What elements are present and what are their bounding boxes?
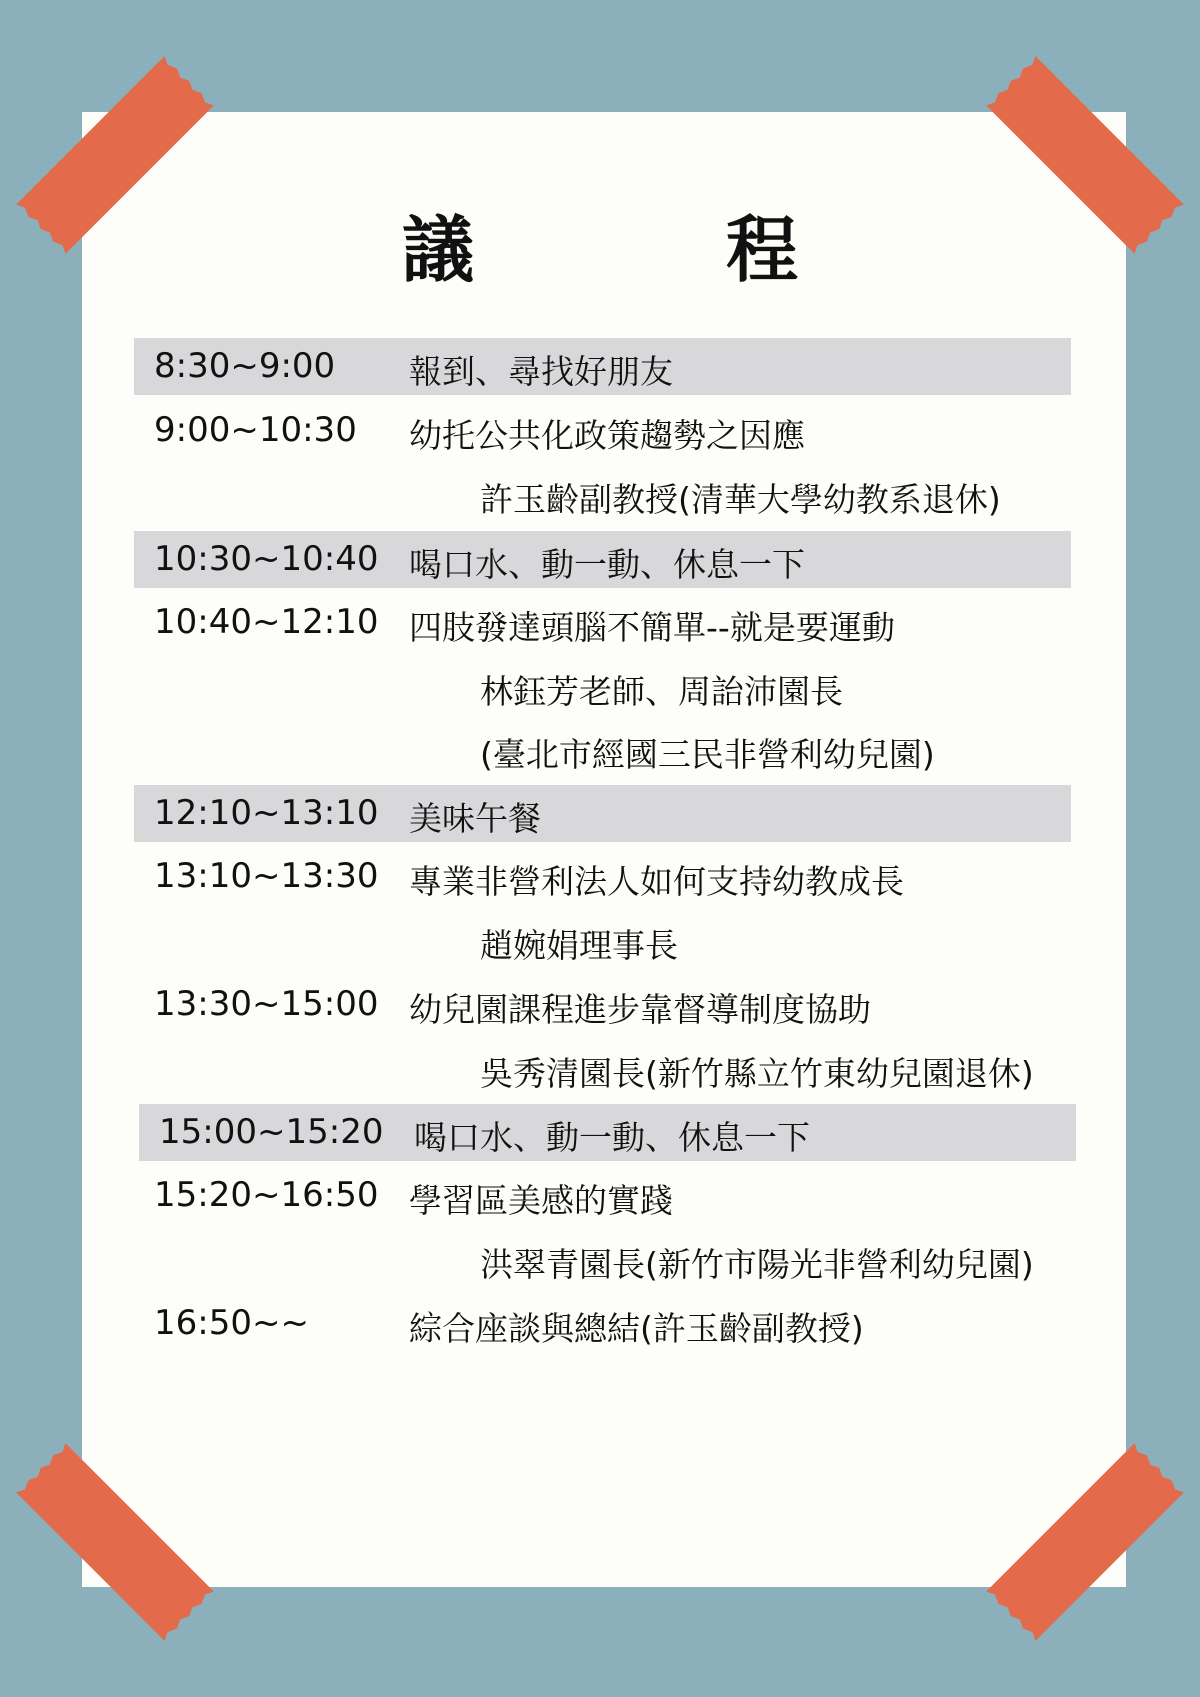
session-speaker-affiliation: (臺北市經國三民非營利幼兒園) (480, 735, 935, 774)
agenda-row (134, 1295, 1071, 1352)
session-time: 16:50~~ (154, 1303, 309, 1343)
session-topic: 四肢發達頭腦不簡單--就是要運動 (409, 608, 895, 647)
session-time: 13:30~15:00 (154, 984, 379, 1024)
agenda-row (134, 594, 1071, 651)
session-time: 15:20~16:50 (154, 1175, 379, 1215)
agenda-row (134, 531, 1071, 588)
session-time: 8:30~9:00 (154, 346, 336, 386)
session-time: 13:10~13:30 (154, 856, 379, 896)
session-time: 15:00~15:20 (159, 1112, 384, 1152)
page-title: 議 程 (401, 208, 888, 292)
session-topic: 學習區美感的實踐 (409, 1181, 673, 1220)
agenda-row (134, 402, 1071, 459)
session-topic: 幼托公共化政策趨勢之因應 (409, 416, 805, 455)
agenda-row (134, 338, 1071, 395)
session-speaker: 趙婉娟理事長 (480, 926, 678, 965)
session-time: 12:10~13:10 (154, 793, 379, 833)
session-topic: 喝口水、動一動、休息一下 (409, 545, 805, 584)
agenda-row (134, 785, 1071, 842)
agenda-row (139, 1104, 1076, 1161)
session-speaker: 許玉齡副教授(清華大學幼教系退休) (480, 480, 1001, 519)
session-topic: 喝口水、動一動、休息一下 (414, 1118, 810, 1157)
session-topic: 幼兒園課程進步靠督導制度協助 (409, 990, 871, 1029)
session-time: 10:30~10:40 (154, 539, 379, 579)
session-topic: 綜合座談與總結(許玉齡副教授) (409, 1309, 864, 1348)
agenda-row (134, 976, 1071, 1033)
session-speaker: 林鈺芳老師、周詒沛園長 (480, 672, 843, 711)
agenda-row (134, 848, 1071, 905)
session-topic: 美味午餐 (409, 799, 541, 838)
agenda-row (134, 1167, 1071, 1224)
session-topic: 專業非營利法人如何支持幼教成長 (409, 862, 904, 901)
session-speaker: 洪翠青園長(新竹市陽光非營利幼兒園) (480, 1245, 1034, 1284)
session-topic: 報到、尋找好朋友 (409, 352, 673, 391)
session-time: 10:40~12:10 (154, 602, 379, 642)
session-speaker: 吳秀清園長(新竹縣立竹東幼兒園退休) (480, 1054, 1034, 1093)
session-time: 9:00~10:30 (154, 410, 357, 450)
